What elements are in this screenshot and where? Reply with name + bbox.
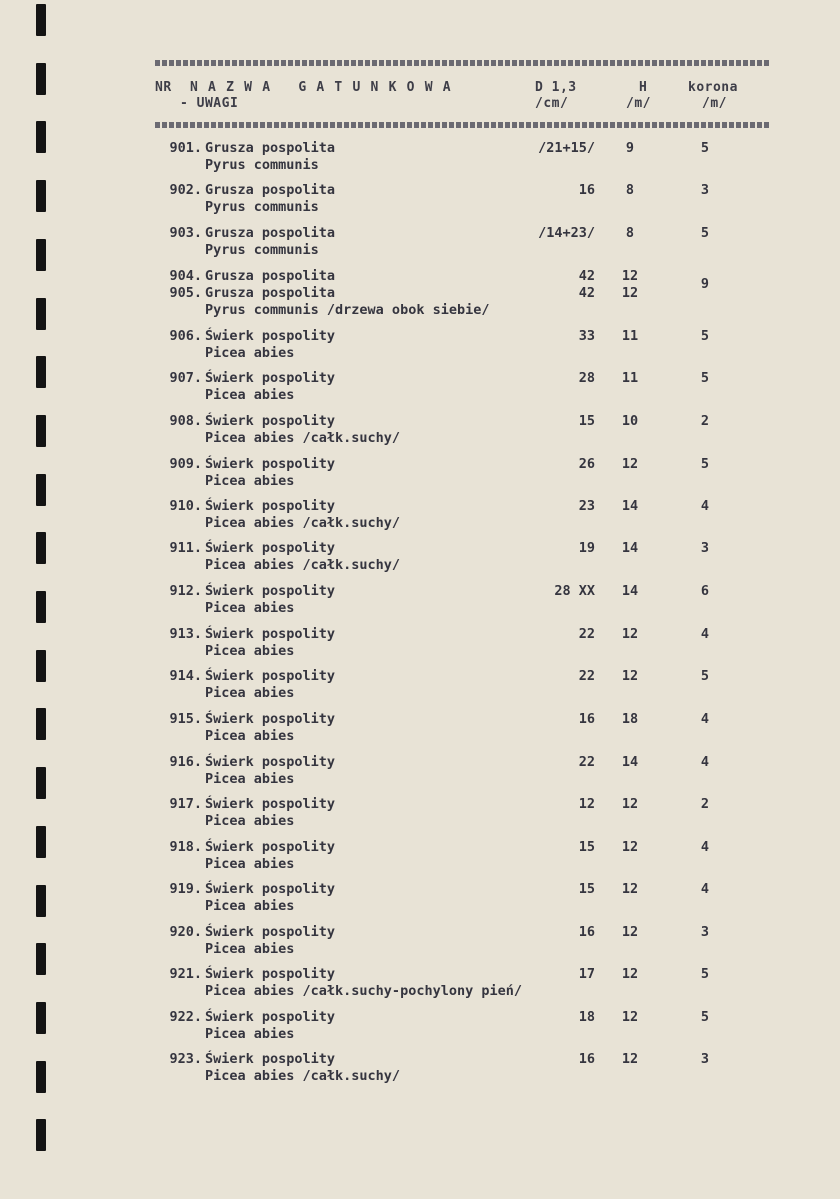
table-row [0, 966, 840, 1006]
height-value: 12 [621, 456, 639, 472]
diameter-value: 26 [578, 456, 595, 472]
diameter-value: /21+15/ [538, 140, 595, 156]
tree-number: 918. [169, 839, 202, 855]
species-name: Świerk pospolity [205, 668, 336, 684]
height-value: 14 [621, 583, 639, 599]
header-nr: NR [155, 80, 172, 95]
header-crown: korona [688, 80, 738, 95]
table-row [0, 924, 840, 964]
latin-name-remarks: Picea abies [205, 473, 295, 489]
tree-number: 923. [169, 1051, 202, 1067]
tree-number: 902. [169, 182, 202, 198]
species-name: Świerk pospolity [205, 754, 336, 770]
diameter-value: 28 XX [554, 583, 595, 599]
header-species-name: N A Z W A G A T U N K O W A [190, 80, 452, 95]
diameter-value: 15 [578, 839, 595, 855]
diameter-value: 16 [578, 182, 595, 198]
tree-number: 914. [169, 668, 202, 684]
header-crown-unit: /m/ [702, 96, 727, 111]
species-name: Świerk pospolity [205, 839, 336, 855]
latin-name-remarks: Pyrus communis [205, 242, 319, 258]
diameter-value: 28 [578, 370, 595, 386]
header-top-rule [155, 60, 770, 66]
binding-mark [36, 63, 46, 95]
height-value: 14 [621, 540, 639, 556]
height-value: 12 [621, 796, 639, 812]
crown-value: 4 [700, 881, 710, 897]
latin-name-remarks: Picea abies /całk.suchy/ [205, 1068, 401, 1084]
header-bottom-rule [155, 122, 770, 128]
table-row [0, 370, 840, 410]
tree-number: 912. [169, 583, 202, 599]
header-diameter: D 1,3 [535, 80, 577, 95]
table-row [0, 140, 840, 180]
header-height: H [639, 80, 648, 95]
species-name: Grusza pospolita [205, 182, 336, 198]
table-row [0, 413, 840, 453]
latin-name-remarks: Picea abies /całk.suchy-pochylony pień/ [205, 983, 522, 999]
crown-value: 5 [700, 328, 710, 344]
latin-name-remarks: Picea abies [205, 941, 295, 957]
latin-name-remarks: Picea abies /całk.suchy/ [205, 430, 401, 446]
table-row [0, 881, 840, 921]
latin-name-remarks: Picea abies [205, 813, 295, 829]
species-name: Świerk pospolity [205, 966, 336, 982]
diameter-value: 16 [578, 711, 595, 727]
height-value: 12 [621, 924, 639, 940]
crown-value: 3 [700, 924, 710, 940]
species-name: Świerk pospolity [205, 413, 336, 429]
species-name: Świerk pospolity [205, 456, 336, 472]
tree-number: 910. [169, 498, 202, 514]
crown-value: 5 [700, 668, 710, 684]
height-value: 12 [621, 626, 639, 642]
latin-name-remarks: Picea abies [205, 345, 295, 361]
binding-mark [36, 4, 46, 36]
tree-number: 907. [169, 370, 202, 386]
crown-value: 5 [700, 140, 710, 156]
table-row [0, 540, 840, 580]
crown-value: 4 [700, 498, 710, 514]
crown-value: 5 [700, 1009, 710, 1025]
species-name: Świerk pospolity [205, 1051, 336, 1067]
diameter-value: 12 [578, 796, 595, 812]
species-name: Świerk pospolity [205, 498, 336, 514]
species-name: Świerk pospolity [205, 583, 336, 599]
table-row [0, 839, 840, 879]
species-name: Świerk pospolity [205, 328, 336, 344]
diameter-value: 42 [578, 285, 595, 301]
latin-name-remarks: Picea abies [205, 898, 295, 914]
height-value: 12 [621, 268, 639, 284]
tree-number: 913. [169, 626, 202, 642]
species-name: Świerk pospolity [205, 626, 336, 642]
tree-number: 920. [169, 924, 202, 940]
species-name: Świerk pospolity [205, 796, 336, 812]
diameter-value: 17 [578, 966, 595, 982]
crown-value: 4 [700, 711, 710, 727]
diameter-value: 18 [578, 1009, 595, 1025]
crown-value: 4 [700, 626, 710, 642]
table-row [0, 796, 840, 836]
crown-value: 2 [700, 796, 710, 812]
tree-number: 917. [169, 796, 202, 812]
height-value: 12 [621, 966, 639, 982]
crown-value: 3 [700, 182, 710, 198]
species-name: Świerk pospolity [205, 924, 336, 940]
table-row [0, 1051, 840, 1091]
table-row [0, 1009, 840, 1049]
latin-name-remarks: Picea abies /całk.suchy/ [205, 515, 401, 531]
height-value: 12 [621, 839, 639, 855]
crown-value: 3 [700, 540, 710, 556]
tree-number: 921. [169, 966, 202, 982]
height-value: 12 [621, 1051, 639, 1067]
latin-name-remarks: Picea abies [205, 685, 295, 701]
latin-name-remarks: Picea abies [205, 728, 295, 744]
species-name: Grusza pospolita [205, 285, 336, 301]
table-row [0, 754, 840, 794]
table-row [0, 498, 840, 538]
height-value: 11 [621, 328, 639, 344]
tree-number: 911. [169, 540, 202, 556]
table-row [0, 456, 840, 496]
crown-value: 6 [700, 583, 710, 599]
crown-value: 9 [700, 276, 710, 292]
crown-value: 4 [700, 839, 710, 855]
crown-value: 5 [700, 966, 710, 982]
height-value: 12 [621, 668, 639, 684]
tree-number: 901. [169, 140, 202, 156]
latin-name-remarks: Pyrus communis [205, 199, 319, 215]
table-row [0, 583, 840, 623]
diameter-value: 16 [578, 924, 595, 940]
tree-number: 916. [169, 754, 202, 770]
tree-number: 915. [169, 711, 202, 727]
height-value: 12 [621, 881, 639, 897]
table-row [0, 626, 840, 666]
species-name: Świerk pospolity [205, 540, 336, 556]
table-row [0, 668, 840, 708]
height-value: 10 [621, 413, 639, 429]
binding-mark [36, 1119, 46, 1151]
diameter-value: 19 [578, 540, 595, 556]
latin-name-remarks: Picea abies [205, 387, 295, 403]
diameter-value: 15 [578, 881, 595, 897]
latin-name-remarks: Picea abies [205, 1026, 295, 1042]
species-name: Świerk pospolity [205, 881, 336, 897]
species-name: Grusza pospolita [205, 225, 336, 241]
diameter-value: 16 [578, 1051, 595, 1067]
crown-value: 5 [700, 370, 710, 386]
diameter-value: 42 [578, 268, 595, 284]
diameter-value: 22 [578, 754, 595, 770]
tree-number: 908. [169, 413, 202, 429]
tree-number: 903. [169, 225, 202, 241]
table-row [0, 225, 840, 265]
latin-name-remarks: Pyrus communis /drzewa obok siebie/ [205, 302, 490, 318]
crown-value: 2 [700, 413, 710, 429]
height-value: 8 [625, 182, 635, 198]
table-row [0, 182, 840, 222]
latin-name-remarks: Picea abies [205, 771, 295, 787]
latin-name-remarks: Pyrus communis [205, 157, 319, 173]
species-name: Świerk pospolity [205, 711, 336, 727]
latin-name-remarks: Picea abies [205, 600, 295, 616]
height-value: 14 [621, 754, 639, 770]
height-value: 12 [621, 285, 639, 301]
crown-value: 4 [700, 754, 710, 770]
tree-number: 906. [169, 328, 202, 344]
height-value: 11 [621, 370, 639, 386]
latin-name-remarks: Picea abies /całk.suchy/ [205, 557, 401, 573]
tree-number: 905. [169, 285, 202, 301]
height-value: 18 [621, 711, 639, 727]
crown-value: 5 [700, 456, 710, 472]
crown-value: 3 [700, 1051, 710, 1067]
diameter-value: 22 [578, 626, 595, 642]
table-row [0, 328, 840, 368]
tree-number: 904. [169, 268, 202, 284]
species-name: Grusza pospolita [205, 140, 336, 156]
tree-number: 909. [169, 456, 202, 472]
species-name: Świerk pospolity [205, 370, 336, 386]
header-height-unit: /m/ [626, 96, 651, 111]
crown-value: 5 [700, 225, 710, 241]
species-name: Świerk pospolity [205, 1009, 336, 1025]
diameter-value: 22 [578, 668, 595, 684]
height-value: 12 [621, 1009, 639, 1025]
height-value: 9 [625, 140, 635, 156]
header-remarks: - UWAGI [180, 96, 239, 111]
height-value: 14 [621, 498, 639, 514]
diameter-value: 23 [578, 498, 595, 514]
header-diameter-unit: /cm/ [535, 96, 569, 111]
tree-number: 922. [169, 1009, 202, 1025]
latin-name-remarks: Picea abies [205, 856, 295, 872]
table-row [0, 268, 840, 323]
tree-number: 919. [169, 881, 202, 897]
diameter-value: 33 [578, 328, 595, 344]
height-value: 8 [625, 225, 635, 241]
latin-name-remarks: Picea abies [205, 643, 295, 659]
diameter-value: 15 [578, 413, 595, 429]
species-name: Grusza pospolita [205, 268, 336, 284]
table-row [0, 711, 840, 751]
diameter-value: /14+23/ [538, 225, 595, 241]
